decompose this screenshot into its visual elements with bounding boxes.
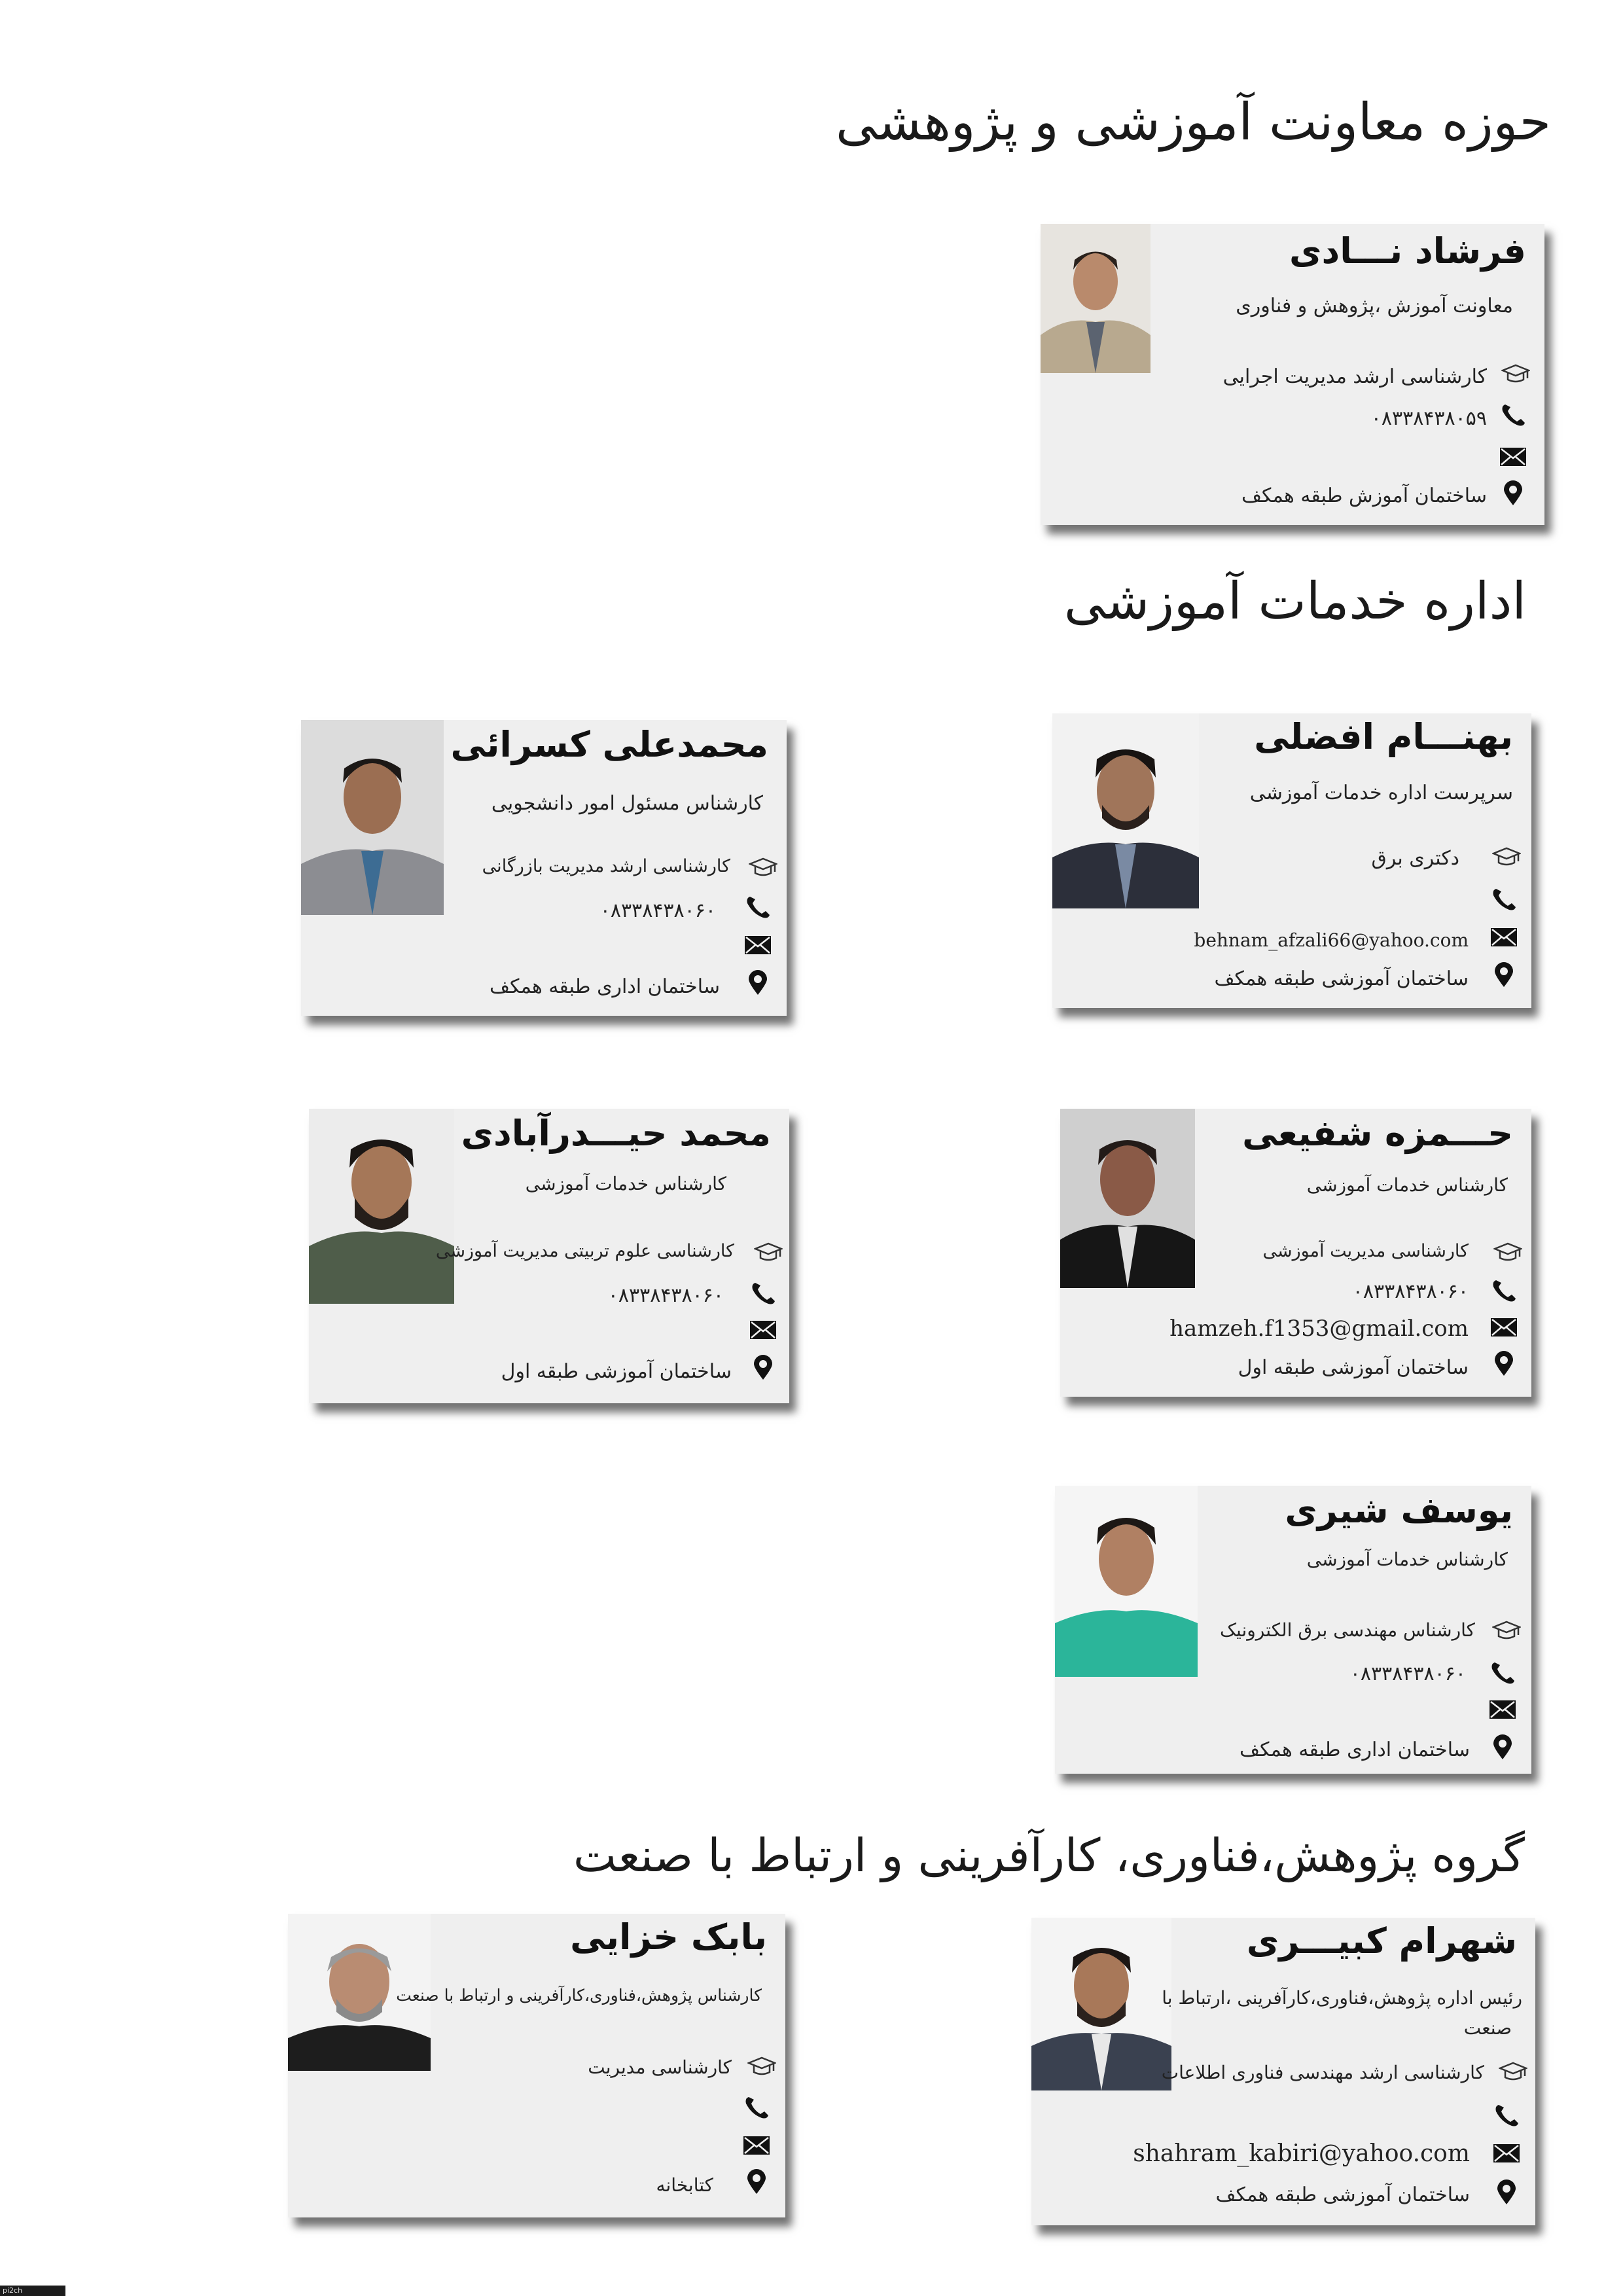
section-heading-education-services: اداره خدمات آموزشی [1063,572,1526,631]
phone-icon [1489,1278,1518,1304]
phone-icon [742,2094,771,2121]
location-pin-icon [1489,962,1518,988]
staff-role: کارشناس مسئول امور دانشجویی [491,792,763,815]
staff-role: معاونت آموزش ،پژوهش و فناوری [1236,295,1513,317]
graduation-cap-icon [1501,361,1530,387]
staff-name: فرشاد نـــادی [1289,230,1526,272]
staff-role-line2: صنعت [1463,2017,1512,2039]
phone-icon [1499,402,1527,428]
staff-degree: کارشناس مهندسی برق الکترونیک [1219,1619,1475,1641]
staff-name: یوسف شیری [1285,1490,1513,1531]
staff-name: محمد حیـــدرآبادی [461,1113,771,1154]
staff-phone: ۰۸۳۳۸۴۳۸۰۶۰ [607,1284,724,1307]
staff-email: behnam_afzali66@yahoo.com [1194,929,1469,951]
staff-degree: کارشناسی ارشد مهندسی فناوری اطلاعات [1161,2062,1484,2083]
staff-degree: کارشناسی علوم تربیتی مدیریت آموزشی [435,1241,734,1261]
staff-location: کتابخانه [656,2174,713,2196]
email-icon [1489,924,1518,950]
staff-email: shahram_kabiri@yahoo.com [1133,2140,1470,2167]
location-pin-icon [1489,1351,1518,1377]
staff-name: بهنـــام افضلی [1254,716,1513,757]
staff-role-line1: رئیس اداره پژوهش،فناوری،کارآفرینی ،ارتباط با [1162,1987,1522,2009]
phone-icon [749,1280,777,1306]
graduation-cap-icon [749,855,777,881]
staff-photo [301,720,444,915]
graduation-cap-icon [754,1240,783,1266]
section-heading-deputy: حوزه معاونت آموزشی و پژوهشی [836,93,1551,152]
email-icon [743,932,772,958]
staff-degree: دکتری برق [1371,847,1459,870]
phone-icon [743,894,772,920]
phone-icon [1489,886,1518,912]
staff-location: ساختمان آموزشی طبقه اول [1238,1356,1469,1379]
staff-degree: کارشناسی ارشد مدیریت اجرایی [1222,365,1487,388]
graduation-cap-icon [1492,1618,1521,1644]
staff-email: hamzeh.f1353@gmail.com [1169,1316,1469,1342]
staff-name: حـــمزه شفیعی [1242,1113,1513,1154]
location-pin-icon [742,2169,771,2195]
staff-photo [1052,713,1199,908]
staff-card-hamzeh-shafiei [1060,1109,1531,1397]
staff-location: ساختمان آموزشی طبقه همکف [1215,2183,1470,2206]
graduation-cap-icon [747,2054,776,2080]
section-heading-research-group: گروه پژوهش،فناوری، کارآفرینی و ارتباط با صنعت [573,1829,1525,1882]
graduation-cap-icon [1492,844,1521,870]
staff-phone: ۰۸۳۳۸۴۳۸۰۶۰ [1352,1280,1469,1303]
graduation-cap-icon [1493,1240,1522,1266]
watermark: pi2ch [0,2286,65,2296]
staff-role: کارشناس خدمات آموزشی [1306,1549,1508,1570]
staff-degree: کارشناسی مدیریت [588,2056,732,2078]
staff-role: سرپرست اداره خدمات آموزشی [1249,781,1513,804]
staff-location: ساختمان آموزش طبقه همکف [1241,484,1487,507]
email-icon [1488,1696,1517,1723]
staff-degree: کارشناسی ارشد مدیریت بازرگانی [482,856,730,876]
staff-photo [1031,1918,1171,2090]
staff-card-mohammadali-kasraei [301,720,787,1016]
email-icon [742,2132,771,2159]
email-icon [1499,444,1527,470]
phone-icon [1492,2102,1521,2128]
staff-location: ساختمان اداری طبقه همکف [1240,1738,1470,1761]
staff-degree: کارشناسی مدیریت آموزشی [1262,1241,1469,1261]
staff-phone: ۰۸۳۳۸۴۳۸۰۵۹ [1370,407,1487,430]
location-pin-icon [743,970,772,996]
location-pin-icon [749,1355,777,1381]
staff-name: محمدعلی کسرائی [450,724,768,765]
staff-location: ساختمان آموزشی طبقه اول [501,1360,732,1383]
staff-card-farshad-nadi [1041,224,1544,525]
email-icon [1492,2140,1521,2166]
phone-icon [1488,1660,1517,1686]
email-icon [749,1317,777,1343]
staff-role: کارشناس خدمات آموزشی [1306,1174,1508,1196]
staff-card-babak-khazaei [288,1914,785,2217]
staff-photo [309,1109,454,1304]
staff-phone: ۰۸۳۳۸۴۳۸۰۶۰ [1349,1662,1466,1685]
staff-name: بابک خزایی [570,1916,767,1958]
staff-role: کارشناس پژوهش،فناوری،کارآفرینی و ارتباط با صنعت [396,1986,762,2005]
location-pin-icon [1492,2179,1521,2206]
staff-card-yousef-shiri [1055,1486,1531,1774]
graduation-cap-icon [1499,2059,1527,2085]
staff-role: کارشناس خدمات آموزشی [525,1173,726,1194]
staff-card-shahram-kabiri [1031,1918,1535,2225]
location-pin-icon [1499,480,1527,507]
staff-card-behnam-afzali [1052,713,1531,1008]
location-pin-icon [1488,1734,1517,1761]
staff-location: ساختمان آموزشی طبقه همکف [1214,967,1469,990]
staff-location: ساختمان اداری طبقه همکف [490,975,720,998]
staff-phone: ۰۸۳۳۸۴۳۸۰۶۰ [599,899,716,922]
staff-name: شهرام کبیـــری [1246,1920,1517,1962]
staff-photo [1055,1486,1198,1677]
staff-photo [1060,1109,1195,1288]
staff-card-mohammad-heidarabadi [309,1109,789,1403]
staff-photo [1041,224,1150,373]
email-icon [1489,1314,1518,1340]
